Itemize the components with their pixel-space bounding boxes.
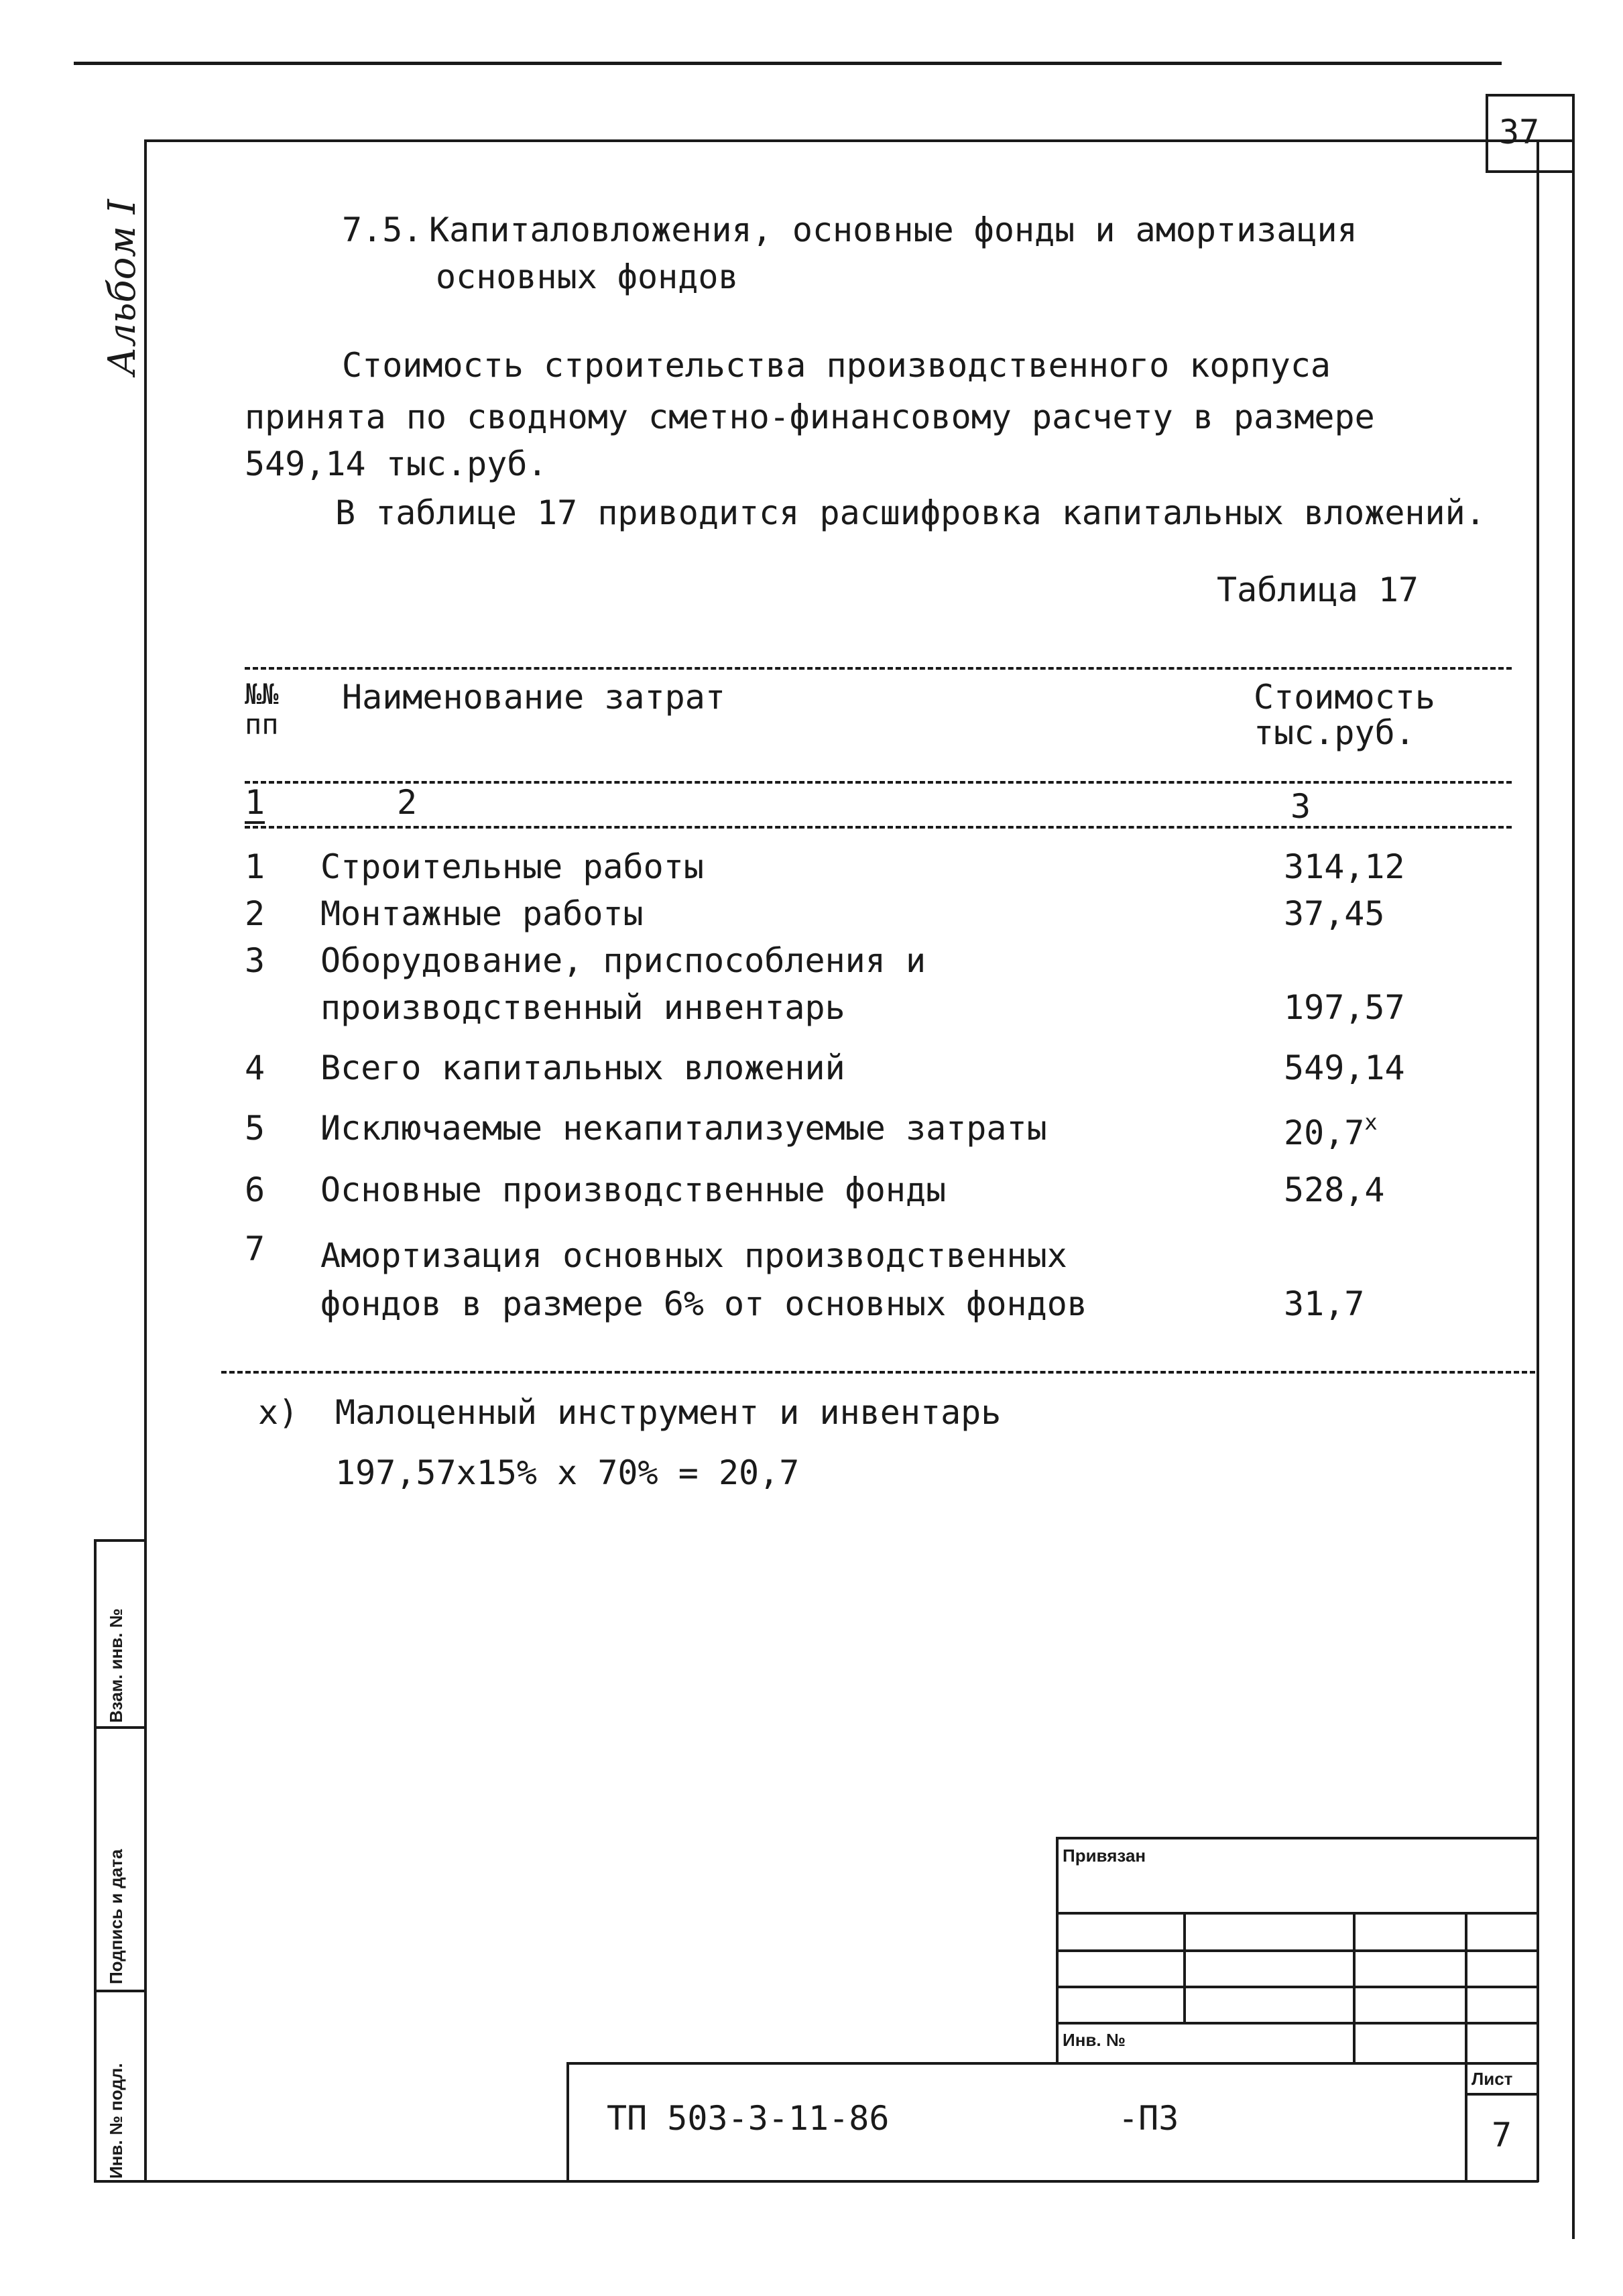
header-bottom-rule [245, 781, 1512, 784]
row-2-value: 37,45 [1284, 894, 1385, 933]
section-number: 7.5. [342, 210, 423, 249]
col-number-3: 3 [1290, 787, 1311, 826]
side-label-inv-podl: Инв. № подл. [106, 2063, 126, 2179]
footnote-label: x) [258, 1393, 299, 1432]
row-3-value: 197,57 [1284, 988, 1405, 1027]
footnote-line2: 197,57x15% x 70% = 20,7 [335, 1453, 800, 1492]
row-6-name: Основные производственные фонды [320, 1170, 947, 1209]
row-4-value: 549,14 [1284, 1048, 1405, 1087]
stamp-col-line-1 [1183, 1912, 1186, 2023]
header-number-label-2: пп [245, 708, 279, 741]
paragraph-line1: Стоимость строительства производственного корпуса [342, 346, 1331, 385]
row-7-number: 7 [245, 1229, 265, 1268]
stamp-privyazan: Привязан [1063, 1846, 1146, 1866]
side-label-podpis-data: Подпись и дата [106, 1849, 126, 1984]
row-6-number: 6 [245, 1170, 265, 1209]
frame-top-line [144, 139, 1572, 142]
stamp-sheet-divider [1465, 2062, 1467, 2183]
section-heading-line1: Капиталовложения, основные фонды и амортизация [429, 210, 1358, 249]
album-note: Альбом I [101, 199, 144, 375]
table-bottom-rule [221, 1371, 1535, 1374]
row-2-name: Монтажные работы [320, 894, 644, 933]
row-7-name-cont: фондов в размере 6% от основных фондов [320, 1284, 1087, 1323]
row-5-value [1284, 1111, 1378, 1150]
header-name-label: Наименование затрат [342, 678, 725, 717]
stamp-sheet-number: 7 [1492, 2116, 1512, 2155]
stamp-doc-code: ТП 503-3-11-86 [607, 2099, 890, 2138]
stamp-sheet-label: Лист [1471, 2069, 1513, 2089]
header-cost-unit: тыс.руб. [1254, 713, 1415, 752]
row-2-number: 2 [245, 894, 265, 933]
row-4-number: 4 [245, 1048, 265, 1087]
row-6-value: 528,4 [1284, 1170, 1385, 1209]
side-divider-2 [94, 1990, 147, 1992]
row-1-name: Строительные работы [320, 847, 704, 886]
side-label-vzam-inv: Взам. инв. № [106, 1608, 126, 1723]
row-5-value-number: 20,7 [1284, 1113, 1365, 1152]
stamp-col-line-2 [1353, 1912, 1356, 2065]
stamp-inv-no: Инв. № [1063, 2030, 1126, 2050]
col-number-2: 2 [397, 783, 418, 822]
footnote-line1: Малоценный инструмент и инвентарь [335, 1393, 1002, 1432]
section-heading-line2: основных фондов [436, 257, 739, 296]
row-7-value: 31,7 [1284, 1284, 1365, 1323]
row-3-name-cont: производственный инвентарь [320, 988, 845, 1027]
col-number-underline [245, 821, 265, 824]
col-numbers-bottom-rule [245, 826, 1512, 829]
stamp-doc-suffix: -ПЗ [1118, 2099, 1179, 2138]
paragraph-line2: принята по сводному сметно-финансовому расчету в размере [245, 398, 1375, 436]
row-5-name: Исключаемые некапитализуемые затраты [320, 1109, 1047, 1148]
paragraph-line4: В таблице 17 приводится расшифровка капитальных вложений. [335, 493, 1486, 532]
side-divider-1 [94, 1726, 147, 1729]
outer-right-line [1572, 94, 1575, 2239]
row-3-name: Оборудование, приспособления и [320, 941, 926, 980]
row-7-name: Амортизация основных производственных [320, 1236, 1067, 1275]
row-5-footnote-mark: x [1364, 1109, 1378, 1135]
header-cost-label: Стоимость [1254, 678, 1435, 717]
row-3-number: 3 [245, 941, 265, 980]
table-caption: Таблица 17 [1217, 570, 1419, 609]
page-number: 37 [1499, 113, 1540, 152]
row-1-value: 314,12 [1284, 847, 1405, 886]
table-top-rule [245, 667, 1512, 670]
row-1-number: 1 [245, 847, 265, 886]
top-edge-line [74, 62, 1502, 65]
header-number-label: №№ [245, 678, 279, 711]
stamp-sheet-label-line [1465, 2093, 1539, 2096]
col-number-1: 1 [245, 783, 265, 822]
paragraph-line3: 549,14 тыс.руб. [245, 444, 548, 483]
stamp-col-line-3 [1465, 1912, 1467, 2065]
row-4-name: Всего капитальных вложений [320, 1048, 845, 1087]
row-5-number: 5 [245, 1109, 265, 1148]
